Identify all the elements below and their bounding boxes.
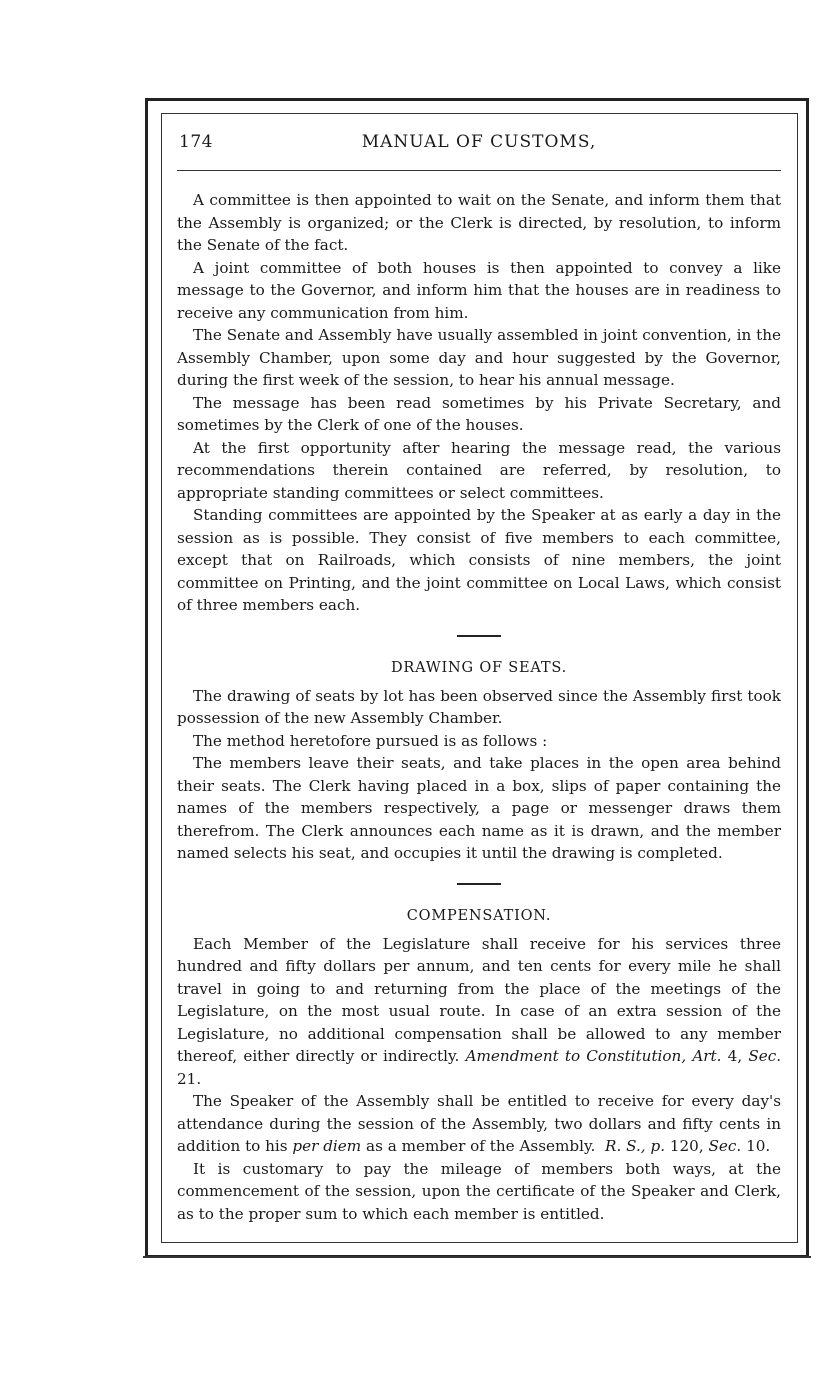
citation-number: 21. <box>177 1069 202 1088</box>
citation-section: Sec. <box>708 1137 742 1155</box>
section-divider <box>457 883 501 885</box>
paragraph <box>177 933 781 1091</box>
paragraph: At the first opportunity after hearing the message read, the various recommendations therein contained are referred, by resolution, to appropriate standing committees or select committees. <box>177 438 781 502</box>
citation: Amendment to Constitution, Art. <box>465 1047 722 1065</box>
citation-number: 10. <box>746 1137 771 1155</box>
citation-number: 4, <box>727 1047 743 1065</box>
header-rule <box>177 170 781 171</box>
latin-term: per diem <box>292 1137 362 1155</box>
running-head <box>177 128 781 158</box>
paragraph: The drawing of seats by lot has been observed since the Assembly first took possession of the new Assembly Chamber. <box>177 686 781 727</box>
page-bottom-rule <box>143 1256 811 1258</box>
paragraph: The method heretofore pursued is as follows : <box>193 731 548 750</box>
citation: R. S., p. <box>605 1137 666 1155</box>
paragraph: Standing committees are appointed by the Speaker at as early a day in the session as is possible. They consist of five members to each committee, except that on Railroads, which consists of nine members, the joint committee on Printing, and the joint committee on Local Laws, which consist of three members each. <box>177 506 781 614</box>
paragraph-text: Each Member of the Legislature shall receive for his services three hundred and fifty dollars per annum, and ten cents for every mile he shall travel in going to and returning from the place of the meetings of the Legislature, on the most usual route. In case of an extra session of the Legislature, no additional compensation shall be allowed to any member thereof, either directly or indirectly. <box>177 934 781 1065</box>
paragraph: A committee is then appointed to wait on the Senate, and inform them that the Assembly is organized; or the Clerk is directed, by resolution, to inform the Senate of the fact. <box>177 191 781 254</box>
paragraph: The message has been read sometimes by his Private Secretary, and sometimes by the Clerk of one of the houses. <box>177 393 781 434</box>
page-number: 174 <box>179 132 213 152</box>
citation-section: Sec. <box>748 1047 782 1065</box>
section-title: COMPENSATION. <box>406 907 552 924</box>
paragraph: A joint committee of both houses is then appointed to convey a like message to the Governor, and inform him that the houses are in readiness to receive any communication from him. <box>177 258 781 322</box>
paragraph: It is customary to pay the mileage of members both ways, at the commencement of the session, upon the certificate of the Speaker and Clerk, as to the proper sum to which each member is entitled. <box>177 1159 781 1223</box>
compensation-section <box>177 905 781 1226</box>
section-title: DRAWING OF SEATS. <box>391 659 567 676</box>
paragraph <box>177 1090 781 1158</box>
paragraph: The members leave their seats, and take places in the open area behind their seats. The Clerk having placed in a box, slips of paper containing the names of the members respectively, a page or messenger draws them therefrom. The Clerk announces each name as it is drawn, and the member named selects his seat, and occupies it until the drawing is completed. <box>177 754 781 862</box>
section-divider <box>457 635 501 637</box>
paragraph: The Senate and Assembly have usually assembled in joint convention, in the Assembly Chamber, upon some day and hour suggested by the Governor, during the first week of the session, to hear his annual message. <box>177 326 781 389</box>
citation-number: 120, <box>669 1137 704 1155</box>
paragraph-text: as a member of the Assembly. <box>366 1137 596 1155</box>
running-title: MANUAL OF CUSTOMS, <box>361 132 597 152</box>
paragraph-text: The Speaker of the Assembly shall be entitled to receive for every day's attendance during the session of the Assembly, two dollars and fifty cents in addition to his <box>177 1092 781 1155</box>
page-content <box>177 128 781 1225</box>
intro-section <box>177 189 781 617</box>
drawing-of-seats-section <box>177 657 781 865</box>
